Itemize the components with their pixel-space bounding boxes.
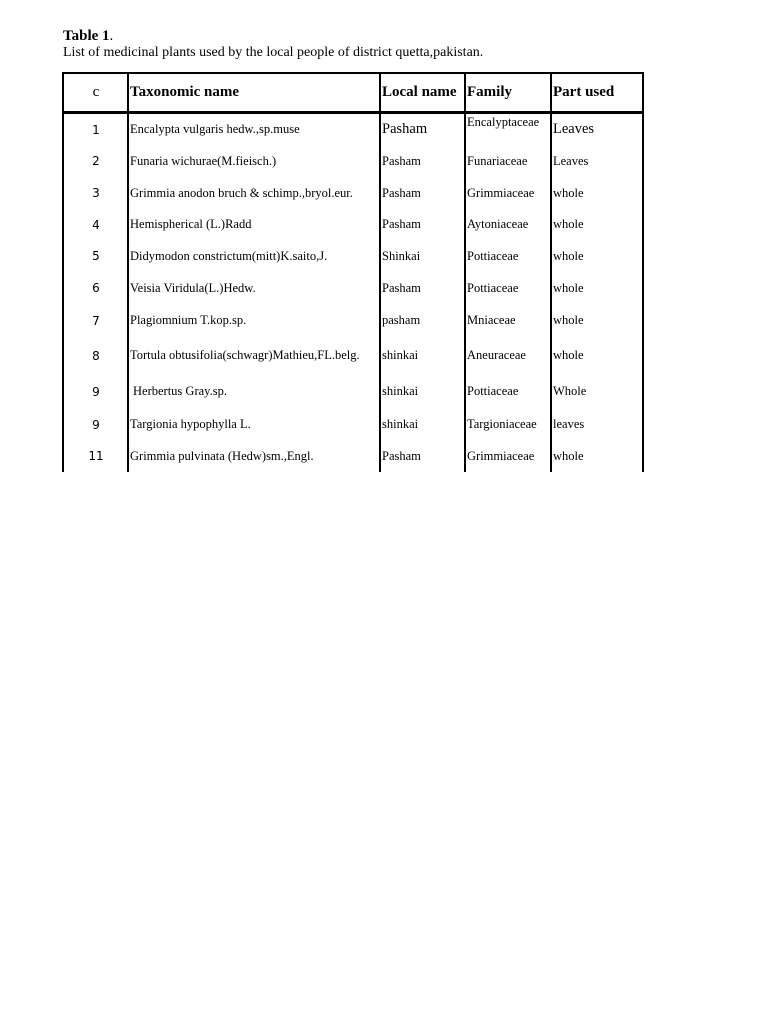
cell-taxonomic-name: Targionia hypophylla L. [128, 409, 380, 440]
cell-family: Pottiaceae [465, 240, 551, 272]
cell-family: Aneuraceae [465, 337, 551, 374]
table-row [63, 409, 643, 440]
cell-part-used: whole [551, 440, 643, 472]
cell-part-used: whole [551, 177, 643, 209]
cell-family: Pottiaceae [465, 272, 551, 304]
cell-local-name: Pasham [380, 177, 465, 209]
header-part-used: Part used [551, 73, 643, 113]
table-row [63, 145, 643, 177]
table-row [63, 272, 643, 304]
cell-family: Pottiaceae [465, 374, 551, 409]
table-row [63, 113, 643, 146]
table-row [63, 240, 643, 272]
cell-number: 5 [63, 240, 128, 272]
cell-part-used: whole [551, 304, 643, 337]
cell-number: 9 [63, 409, 128, 440]
cell-number: 2 [63, 145, 128, 177]
cell-number: 8 [63, 337, 128, 374]
cell-local-name: Pasham [380, 113, 465, 146]
cell-part-used: whole [551, 240, 643, 272]
cell-local-name: shinkai [380, 374, 465, 409]
cell-family: Grimmiaceae [465, 177, 551, 209]
cell-taxonomic-name: Veisia Viridula(L.)Hedw. [128, 272, 380, 304]
table-row [63, 337, 643, 374]
cell-taxonomic-name: Hemispherical (L.)Radd [128, 209, 380, 240]
cell-number: 3 [63, 177, 128, 209]
cell-taxonomic-name: Encalypta vulgaris hedw.,sp.muse [128, 113, 380, 146]
cell-part-used: whole [551, 209, 643, 240]
cell-part-used: whole [551, 337, 643, 374]
cell-local-name: shinkai [380, 337, 465, 374]
medicinal-plants-table [62, 72, 644, 472]
table-row [63, 304, 643, 337]
cell-family: Grimmiaceae [465, 440, 551, 472]
cell-local-name: Pasham [380, 440, 465, 472]
table-row [63, 440, 643, 472]
cell-part-used: Leaves [551, 145, 643, 177]
header-local-name: Local name [380, 73, 465, 113]
cell-number: 1 [63, 113, 128, 146]
cell-local-name: Shinkai [380, 240, 465, 272]
cell-number: 9 [63, 374, 128, 409]
cell-taxonomic-name: Funaria wichurae(M.fieisch.) [128, 145, 380, 177]
cell-family: Funariaceae [465, 145, 551, 177]
cell-family: Encalyptaceae [465, 113, 551, 146]
cell-local-name: pasham [380, 304, 465, 337]
cell-taxonomic-name: Plagiomnium T.kop.sp. [128, 304, 380, 337]
cell-part-used: leaves [551, 409, 643, 440]
cell-part-used: whole [551, 272, 643, 304]
table-caption [63, 27, 703, 61]
cell-part-used: Whole [551, 374, 643, 409]
cell-family: Aytoniaceae [465, 209, 551, 240]
cell-local-name: shinkai [380, 409, 465, 440]
cell-taxonomic-name-text: Herbertus Gray.sp. [133, 384, 227, 398]
header-number: c [63, 73, 128, 113]
cell-taxonomic-name: Grimmia anodon bruch & schimp.,bryol.eur. [128, 177, 380, 209]
table-row [63, 177, 643, 209]
cell-local-name: Pasham [380, 145, 465, 177]
table-title [63, 27, 703, 45]
cell-taxonomic-name: Didymodon constrictum(mitt)K.saito,J. [128, 240, 380, 272]
table-header-row [63, 73, 643, 113]
cell-taxonomic-name: Grimmia pulvinata (Hedw)sm.,Engl. [128, 440, 380, 472]
cell-number: 7 [63, 304, 128, 337]
cell-number: 4 [63, 209, 128, 240]
table-title-label: Table 1 [63, 28, 110, 44]
cell-family: Targioniaceae [465, 409, 551, 440]
cell-local-name: Pasham [380, 272, 465, 304]
table-row [63, 209, 643, 240]
cell-number: 11 [63, 440, 128, 472]
table-title-suffix: . [109, 28, 114, 44]
cell-local-name: Pasham [380, 209, 465, 240]
header-family: Family [465, 73, 551, 113]
cell-part-used: Leaves [551, 113, 643, 146]
table-subtitle: List of medicinal plants used by the local people of district quetta,pakistan. [63, 45, 484, 60]
header-taxonomic-name: Taxonomic name [128, 73, 380, 113]
cell-family: Mniaceae [465, 304, 551, 337]
cell-taxonomic-name [128, 374, 380, 409]
cell-taxonomic-name: Tortula obtusifolia(schwagr)Mathieu,FL.belg. [128, 337, 380, 374]
cell-number: 6 [63, 272, 128, 304]
table-row [63, 374, 643, 409]
